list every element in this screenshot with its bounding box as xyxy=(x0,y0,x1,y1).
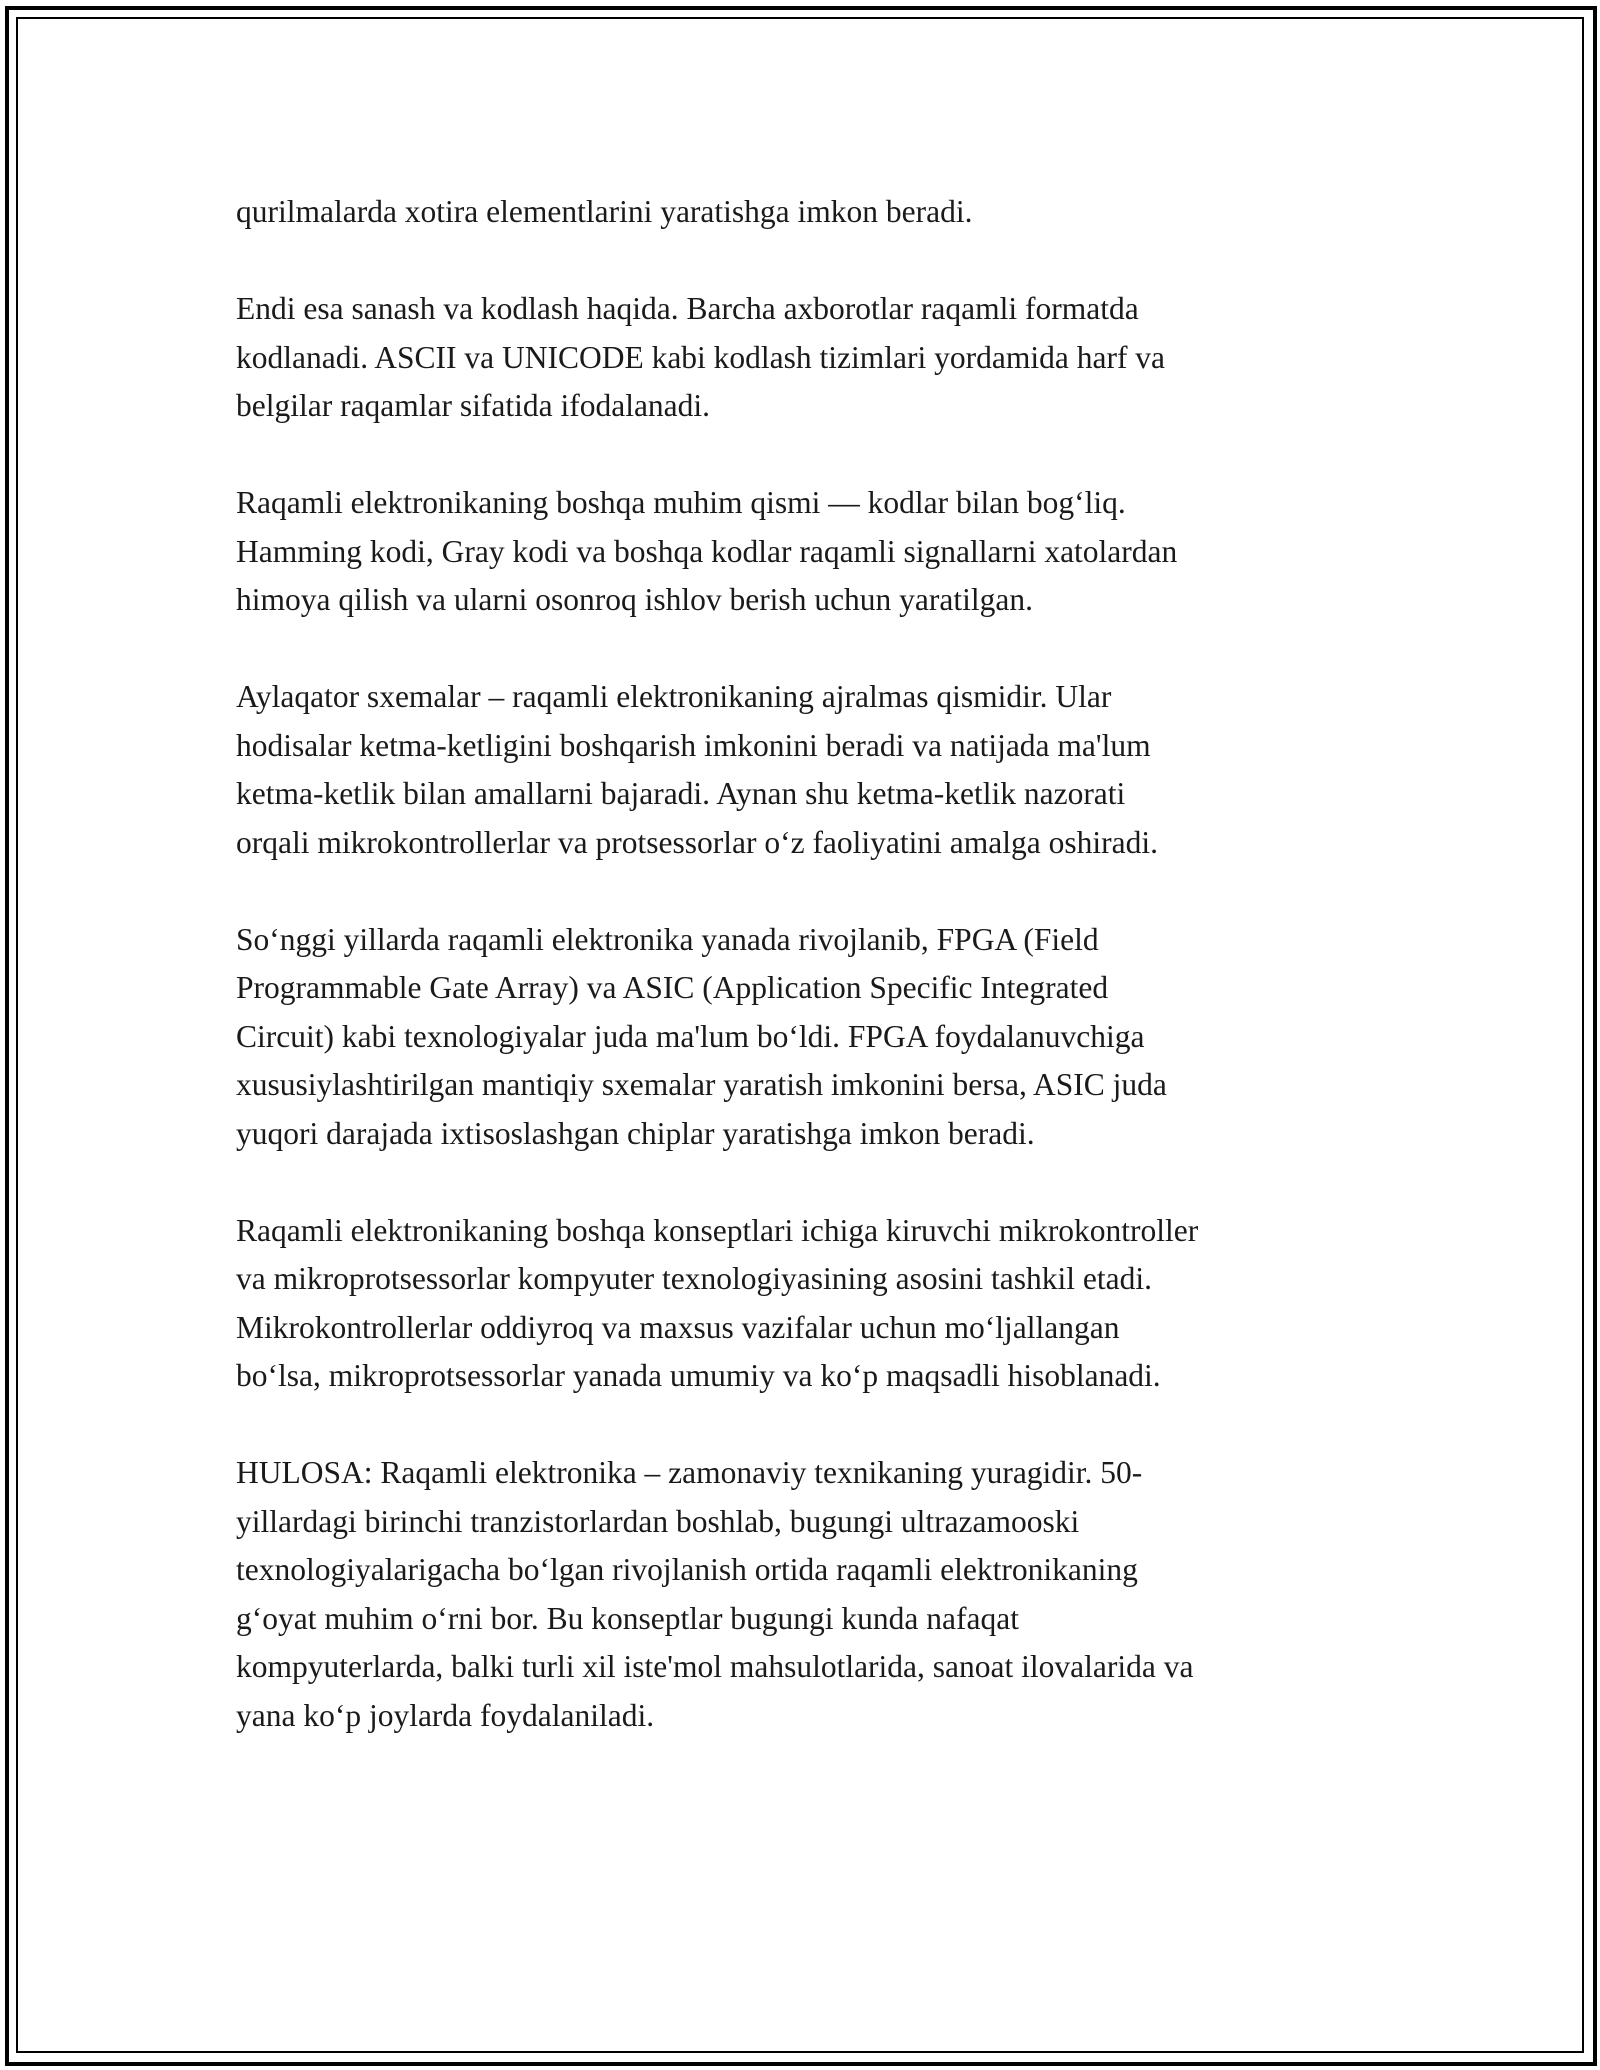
paragraph-7: HULOSA: Raqamli elektronika – zamonaviy texnikaning yuragidir. 50- yillardagi birinchi tranzistorlardan boshlab, bugungi ultrazamooski texnologiyalarigacha bo‘lgan rivojlanish ortida raqamli elektronikaning g‘oyat muhim o‘rni bor. Bu konseptlar bugungi kunda nafaqat kompyuterlarda, balki turli xil iste'mol mahsulotlarida, sanoat ilovalarida va yana ko‘p joylarda foydalaniladi. xyxy=(236,1455,1194,1733)
paragraph-4: Aylaqator sxemalar – raqamli elektronikaning ajralmas qismidir. Ular hodisalar ketma-ketligini boshqarish imkonini beradi va natijada ma'lum ketma-ketlik bilan amallarni bajaradi. Aynan shu ketma-ketlik nazorati orqali mikrokontrollerlar va protsessorlar o‘z faoliyatini amalga oshiradi. xyxy=(236,679,1158,860)
paragraph-3: Raqamli elektronikaning boshqa muhim qismi — kodlar bilan bog‘liq. Hamming kodi, Gray kodi va boshqa kodlar raqamli signallarni xatolardan himoya qilish va ularni osonroq ishlov berish uchun yaratilgan. xyxy=(236,485,1178,617)
paragraph-1: qurilmalarda xotira elementlarini yaratishga imkon beradi. xyxy=(236,194,973,229)
paragraph-2: Endi esa sanash va kodlash haqida. Barcha axborotlar raqamli formatda kodlanadi. ASCII va UNICODE kabi kodlash tizimlari yordamida harf va belgilar raqamlar sifatida ifodalanadi. xyxy=(236,291,1166,423)
document-body xyxy=(236,188,1376,1789)
paragraph-5: So‘nggi yillarda raqamli elektronika yanada rivojlanib, FPGA (Field Programmable Gate Array) va ASIC (Application Specific Integrated Circuit) kabi texnologiyalar juda ma'lum bo‘ldi. FPGA foydalanuvchiga xususiylashtirilgan mantiqiy sxemalar yaratish imkonini bersa, ASIC juda yuqori darajada ixtisoslashgan chiplar yaratishga imkon beradi. xyxy=(236,921,1167,1151)
paragraph-6: Raqamli elektronikaning boshqa konseptlari ichiga kiruvchi mikrokontroller va mikroprotsessorlar kompyuter texnologiyasining asosini tashkil etadi. Mikrokontrollerlar oddiyroq va maxsus vazifalar uchun mo‘ljallangan bo‘lsa, mikroprotsessorlar yanada umumiy va ko‘p maqsadli hisoblanadi. xyxy=(236,1212,1199,1393)
